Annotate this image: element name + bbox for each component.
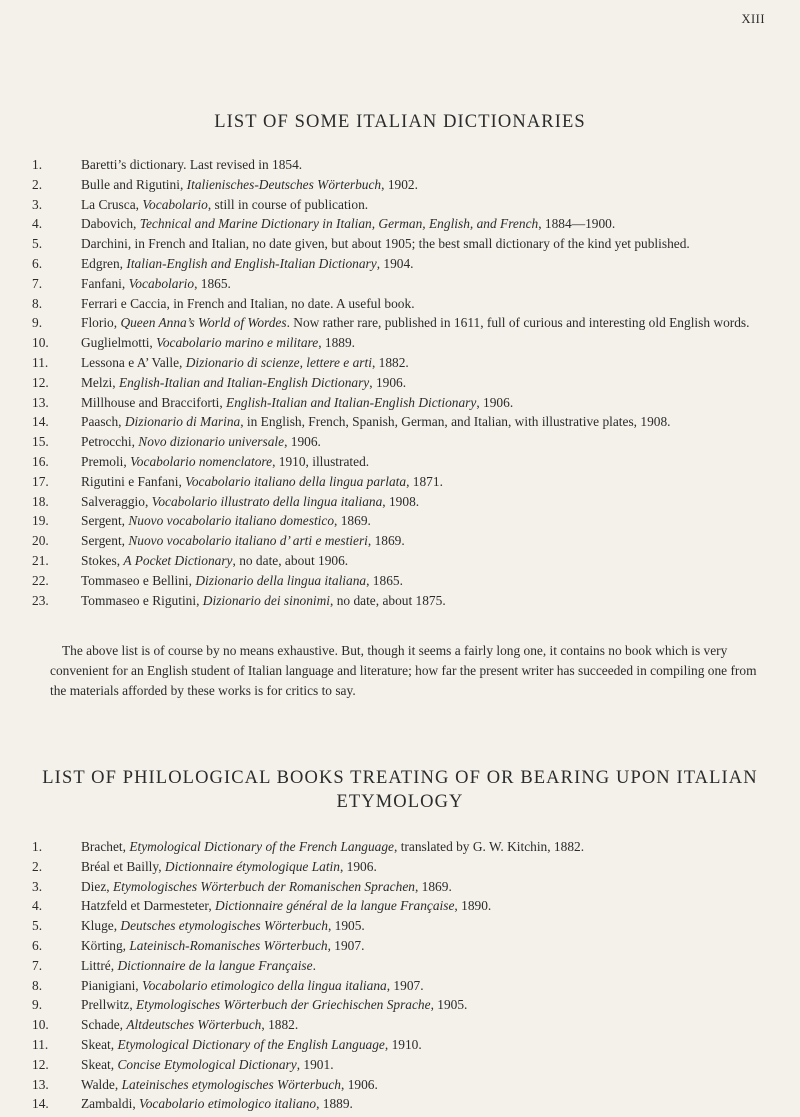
list-item (0, 353, 800, 373)
list-item (0, 571, 800, 591)
item-number: 2. (32, 176, 43, 192)
item-number: 11. (32, 354, 49, 370)
item-number: 21. (32, 552, 49, 568)
item-text: Florio, Queen Anna’s World of Wordes. Now rather rare, published in 1611, full of curious and interesting old English words. (81, 315, 750, 331)
item-number: 4. (32, 898, 43, 914)
list-item (0, 214, 800, 234)
item-number: 9. (32, 997, 43, 1013)
item-number: 12. (32, 374, 49, 390)
list-item (0, 175, 800, 195)
item-number: 9. (32, 315, 43, 331)
list-item (0, 452, 800, 472)
item-number: 23. (32, 592, 49, 608)
item-number: 1. (32, 157, 43, 172)
list-item (0, 837, 800, 857)
item-number: 20. (32, 533, 49, 549)
list-item (0, 412, 800, 432)
item-text: Salveraggio, Vocabolario illustrato della lingua italiana, 1908. (81, 493, 420, 509)
list-item (0, 294, 800, 314)
item-number: 2. (32, 858, 43, 874)
item-text: Brachet, Etymological Dictionary of the French Language, translated by G. W. Kitchin, 1882. (81, 839, 585, 854)
list-item (0, 393, 800, 413)
list-item (0, 1075, 800, 1095)
list-item (0, 916, 800, 936)
item-text: Kluge, Deutsches etymologisches Wörterbuch, 1905. (81, 918, 365, 934)
item-text: Darchini, in French and Italian, no date given, but about 1905; the best small dictionary of the kind yet published. (81, 236, 690, 252)
item-number: 3. (32, 196, 43, 212)
item-number: 13. (32, 394, 49, 410)
item-number: 10. (32, 335, 49, 351)
list-item (0, 591, 800, 611)
item-text: Bulle and Rigutini, Italienisches-Deutsches Wörterbuch, 1902. (81, 176, 418, 192)
closing-paragraph: The above list is of course by no means exhaustive. But, though it seems a fairly long one, it contains no book which is very convenient for an English student of Italian language and literature; how far the present writer has succeeded in compiling one from the materials afforded by these works is for critics to say. (50, 643, 757, 698)
item-number: 11. (32, 1036, 49, 1052)
item-number: 4. (32, 216, 43, 232)
section-title-philological: LIST OF PHILOLOGICAL BOOKS TREATING OF OR BEARING UPON ITALIAN ETYMOLOGY (42, 768, 758, 812)
item-text: Sergent, Nuovo vocabolario italiano domestico, 1869. (81, 513, 371, 529)
item-number: 6. (32, 255, 43, 271)
item-number: 17. (32, 473, 49, 489)
list-item (0, 254, 800, 274)
item-number: 19. (32, 513, 49, 529)
page-number: XIII (741, 12, 765, 26)
list-item (0, 195, 800, 215)
list-item (0, 313, 800, 333)
item-number: 8. (32, 977, 43, 993)
list-item (0, 472, 800, 492)
item-text: Sergent, Nuovo vocabolario italiano d’ arti e mestieri, 1869. (81, 533, 405, 549)
item-number: 10. (32, 1017, 49, 1033)
item-text: Petrocchi, Novo dizionario universale, 1906. (81, 434, 321, 450)
item-text: Rigutini e Fanfani, Vocabolario italiano della lingua parlata, 1871. (81, 473, 443, 489)
dictionary-list (0, 155, 800, 610)
item-number: 14. (32, 414, 49, 430)
section-title-dictionaries: LIST OF SOME ITALIAN DICTIONARIES (214, 112, 586, 132)
list-item (0, 492, 800, 512)
item-number: 18. (32, 493, 49, 509)
item-text: Schade, Altdeutsches Wörterbuch, 1882. (81, 1017, 299, 1033)
list-item (0, 1035, 800, 1055)
item-text: Tommaseo e Bellini, Dizionario della lingua italiana, 1865. (81, 572, 403, 588)
item-text: Melzi, English-Italian and Italian-English Dictionary, 1906. (81, 374, 407, 390)
list-item (0, 976, 800, 996)
list-item (0, 956, 800, 976)
item-number: 16. (32, 453, 49, 469)
item-number: 12. (32, 1056, 49, 1072)
item-number: 3. (32, 878, 43, 894)
item-text: Tommaseo e Rigutini, Dizionario dei sinonimi, no date, about 1875. (81, 592, 446, 608)
item-text: Dabovich, Technical and Marine Dictionary in Italian, German, English, and French, 1884—1900. (81, 216, 616, 232)
list-item (0, 531, 800, 551)
item-number: 15. (32, 434, 49, 450)
list-item (0, 155, 800, 175)
item-text: Skeat, Etymological Dictionary of the English Language, 1910. (81, 1036, 422, 1052)
item-text: Premoli, Vocabolario nomenclatore, 1910, illustrated. (81, 453, 370, 469)
item-text: Walde, Lateinisches etymologisches Wörterbuch, 1906. (81, 1076, 378, 1092)
list-item (0, 896, 800, 916)
item-text: Hatzfeld et Darmesteter, Dictionnaire général de la langue Française, 1890. (81, 898, 492, 914)
item-text: Skeat, Concise Etymological Dictionary, 1901. (81, 1056, 334, 1072)
item-text: Pianigiani, Vocabolario etimologico della lingua italiana, 1907. (81, 977, 424, 993)
list-item (0, 234, 800, 254)
item-number: 5. (32, 236, 43, 252)
item-text: Körting, Lateinisch-Romanisches Wörterbuch, 1907. (81, 937, 365, 953)
list-item (0, 432, 800, 452)
item-text: Ferrari e Caccia, in French and Italian, no date. A useful book. (81, 295, 415, 311)
item-text: Guglielmotti, Vocabolario marino e militare, 1889. (81, 335, 356, 351)
item-number: 13. (32, 1076, 49, 1092)
item-text: Bréal et Bailly, Dictionnaire étymologique Latin, 1906. (81, 858, 377, 874)
item-text: Lessona e A’ Valle, Dizionario di scienze, lettere e arti, 1882. (81, 354, 409, 370)
item-text: Diez, Etymologisches Wörterbuch der Romanischen Sprachen, 1869. (81, 878, 452, 894)
list-item (0, 995, 800, 1015)
item-number: 5. (32, 918, 43, 934)
item-number: 7. (32, 957, 43, 973)
list-item (0, 1015, 800, 1035)
list-item (0, 936, 800, 956)
item-number: 14. (32, 1096, 49, 1112)
philological-list (0, 837, 800, 1114)
item-number: 6. (32, 937, 43, 953)
item-text: Fanfani, Vocabolario, 1865. (81, 275, 231, 291)
list-item (0, 373, 800, 393)
list-item (0, 274, 800, 294)
list-item (0, 333, 800, 353)
list-item (0, 1055, 800, 1075)
item-text: Edgren, Italian-English and English-Italian Dictionary, 1904. (81, 255, 414, 271)
item-text: Zambaldi, Vocabolario etimologico italiano, 1889. (81, 1096, 353, 1112)
item-number: 8. (32, 295, 43, 311)
item-text: Baretti’s dictionary. Last revised in 1854. (81, 157, 303, 172)
item-text: Prellwitz, Etymologisches Wörterbuch der Griechischen Sprache, 1905. (81, 997, 468, 1013)
list-item (0, 511, 800, 531)
item-text: Littré, Dictionnaire de la langue Française. (81, 957, 316, 973)
item-text: Stokes, A Pocket Dictionary, no date, about 1906. (81, 552, 349, 568)
list-item (0, 877, 800, 897)
list-item (0, 551, 800, 571)
item-text: La Crusca, Vocabolario, still in course of publication. (81, 196, 369, 212)
list-item (0, 857, 800, 877)
item-text: Paasch, Dizionario di Marina, in English, French, Spanish, German, and Italian, with illustrative plates, 1908. (81, 414, 671, 430)
item-number: 22. (32, 572, 49, 588)
item-number: 1. (32, 839, 43, 854)
item-number: 7. (32, 275, 43, 291)
item-text: Millhouse and Bracciforti, English-Italian and Italian-English Dictionary, 1906. (81, 394, 514, 410)
list-item (0, 1094, 800, 1114)
